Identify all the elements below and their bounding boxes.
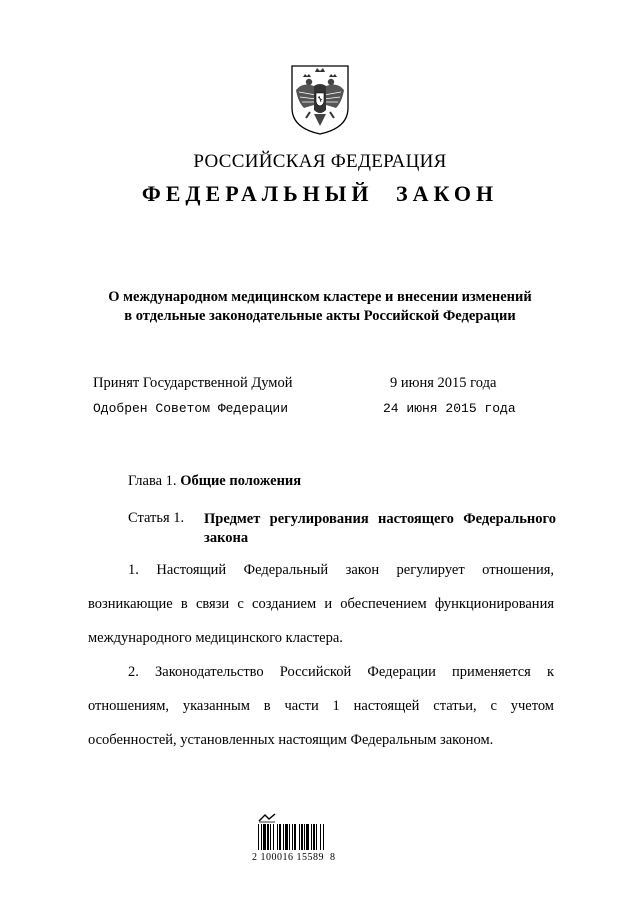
adoption-duma-date: 9 июня 2015 года xyxy=(390,375,497,391)
barcode xyxy=(258,824,344,850)
barcode-bar xyxy=(292,824,293,850)
coat-of-arms-icon xyxy=(288,62,352,136)
law-type-heading: ФЕДЕРАЛЬНЫЙ ЗАКОН xyxy=(141,181,499,206)
chapter-heading xyxy=(128,473,301,490)
barcode-bar xyxy=(299,824,300,850)
article-title: Предмет регулирования настоящего Федерального закона xyxy=(204,511,556,546)
document-mark-icon xyxy=(258,813,276,823)
article-paragraph-1: 1. Настоящий Федеральный закон регулирует отношения, возникающие в связи с созданием и обеспечением функционирования международного медицинского кластера. xyxy=(88,562,554,646)
barcode-bar xyxy=(301,824,303,850)
chapter-title: Общие положения xyxy=(180,473,302,489)
law-title-line-1: О международном медицинском кластере и внесении изменений xyxy=(108,289,532,305)
adoption-council-date: 24 июня 2015 года xyxy=(383,401,516,416)
barcode-bar xyxy=(270,824,271,850)
article-number: Статья 1. xyxy=(128,510,185,526)
barcode-bar xyxy=(263,824,266,850)
barcode-bar xyxy=(279,824,281,850)
adoption-council-label: Одобрен Советом Федерации xyxy=(93,401,289,416)
barcode-bar xyxy=(285,824,288,850)
barcode-bar xyxy=(316,824,317,850)
law-title xyxy=(60,288,580,326)
barcode-bar xyxy=(283,824,284,850)
barcode-bar xyxy=(258,824,259,850)
barcode-bar xyxy=(306,824,309,850)
barcode-bar xyxy=(294,824,296,850)
barcode-bar xyxy=(267,824,269,850)
barcode-bar xyxy=(289,824,290,850)
adoption-duma-label: Принят Государственной Думой xyxy=(93,375,293,391)
barcode-bar xyxy=(320,824,321,850)
barcode-bar xyxy=(304,824,305,850)
barcode-bar xyxy=(311,824,312,850)
country-name: РОССИЙСКАЯ ФЕДЕРАЦИЯ xyxy=(193,151,447,172)
barcode-number: 2 100016 15589 8 xyxy=(252,852,336,863)
barcode-bar xyxy=(273,824,274,850)
barcode-bar xyxy=(323,824,324,850)
chapter-number: Глава 1. xyxy=(128,473,177,489)
law-title-line-2: в отдельные законодательные акты Российской Федерации xyxy=(124,308,516,324)
barcode-bar xyxy=(313,824,315,850)
barcode-bar xyxy=(277,824,278,850)
article-paragraph-2: 2. Законодательство Российской Федерации применяется к отношениям, указанным в части 1 настоящей статьи, с учетом особенностей, установленных настоящим Федеральным законом. xyxy=(88,664,554,748)
barcode-bar xyxy=(261,824,262,850)
